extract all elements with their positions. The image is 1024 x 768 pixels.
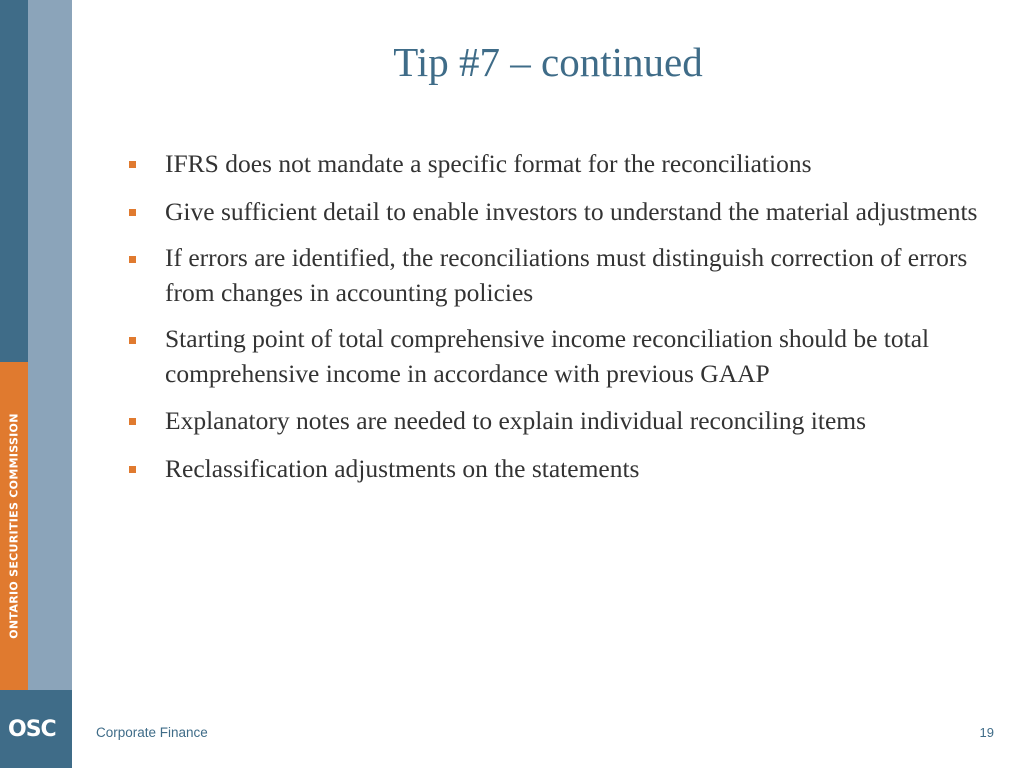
page-number: 19 <box>979 725 994 740</box>
bullet-item <box>125 194 985 230</box>
bullet-text: Explanatory notes are needed to explain individual reconciling items <box>165 406 867 436</box>
bullet-list <box>125 146 985 498</box>
sidebar-light-band <box>28 0 72 690</box>
brand-vertical-text: ONTARIO SECURITIES COMMISSION <box>7 413 21 639</box>
slide-title: Tip #7 – continued <box>393 39 703 85</box>
sidebar-dark-band <box>0 0 28 362</box>
bullet-square-icon <box>129 161 136 168</box>
bullet-text: Starting point of total comprehensive income reconciliation should be total comprehensive income in accordance with previous GAAP <box>165 324 930 388</box>
bullet-item <box>125 403 985 439</box>
bullet-text: If errors are identified, the reconciliations must distinguish correction of errors from changes in accounting policies <box>165 243 968 307</box>
bullet-item <box>125 451 985 487</box>
footer-label: Corporate Finance <box>96 725 208 740</box>
bullet-text: IFRS does not mandate a specific format for the reconciliations <box>165 149 812 178</box>
bullet-square-icon <box>129 466 136 473</box>
bullet-square-icon <box>129 418 136 425</box>
bullet-item <box>125 146 985 182</box>
bullet-item <box>125 241 985 310</box>
bullet-square-icon <box>129 256 136 263</box>
osc-logo: OSC <box>8 717 56 742</box>
bullet-square-icon <box>129 337 136 344</box>
bullet-text: Give sufficient detail to enable investors to understand the material adjustments <box>165 196 978 226</box>
bullet-text: Reclassification adjustments on the statements <box>165 453 640 483</box>
bullet-item <box>125 322 985 391</box>
bullet-square-icon <box>129 209 136 216</box>
